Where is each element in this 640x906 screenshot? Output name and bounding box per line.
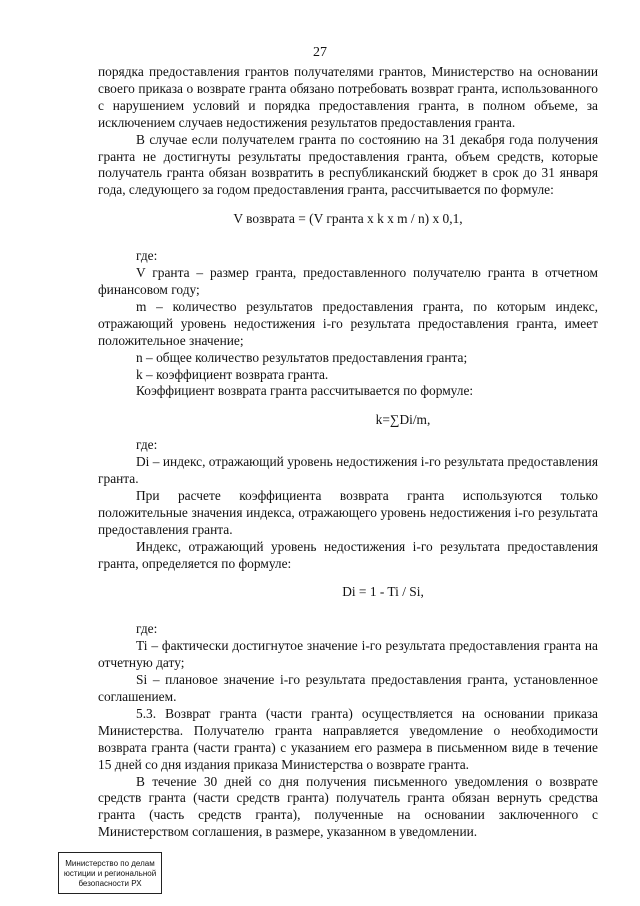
definition: Ti – фактически достигнутое значение i-го результата предоставления гранта на отчетную дату; — [98, 638, 598, 671]
where-label: где: — [136, 248, 158, 264]
formula-di: Di = 1 - Ti / Si, — [342, 584, 424, 600]
formula-k: k=∑Di/m, — [375, 412, 431, 428]
document-body — [98, 64, 598, 841]
definition: V гранта – размер гранта, предоставленного получателю гранта в отчетном финансовом году; — [98, 265, 598, 297]
paragraph: Индекс, отражающий уровень недостижения i-го результата предоставления гранта, определяется по формуле: — [98, 538, 598, 571]
definition: Si – плановое значение i-го результата предоставления гранта, установленное соглашением. — [98, 672, 598, 704]
paragraph: Коэффициент возврата гранта рассчитывается по формуле: — [136, 383, 474, 399]
stamp-line: юстиции и региональной — [63, 869, 157, 878]
page-number: 27 — [313, 45, 327, 60]
definition: k – коэффициент возврата гранта. — [136, 366, 329, 382]
paragraph: В течение 30 дней со дня получения письменного уведомления о возврате средств гранта (части средств гранта) получатель гранта обязан вернуть средства гранта (часть средств гранта), полученные на основании заключенного с Министерством соглашения, в размере, указанном в уведомлении. — [98, 773, 598, 840]
paragraph: При расчете коэффициента возврата гранта используются только положительные значения индекса, отражающего уровень недостижения i-го результата предоставления гранта. — [98, 487, 598, 537]
definition: m – количество результатов предоставления гранта, по которым индекс, отражающий уровень недостижения i-го результата предоставления гранта, имеет положительное значение; — [98, 298, 598, 348]
stamp-line: безопасности РХ — [78, 879, 142, 888]
paragraph: порядка предоставления грантов получателями грантов, Министерство на основании своего приказа о возврате гранта обязано потребовать возврат гранта, использованного с нарушением условий и порядка предоставления гранта, в полном объеме, за исключением случаев недостижения результатов предоставления гранта. — [98, 64, 598, 130]
where-label: где: — [136, 437, 158, 453]
ministry-stamp — [58, 852, 162, 894]
where-label: где: — [136, 621, 158, 637]
stamp-line: Министерство по делам — [65, 859, 155, 868]
formula-v-return: V возврата = (V гранта x k x m / n) x 0,1, — [233, 211, 463, 227]
paragraph: В случае если получателем гранта по состоянию на 31 декабря года получения гранта не достигнуты результаты предоставления гранта, объем средств, которые получатель гранта обязан возвратить в республиканский бюджет в срок до 31 января года, следующего за годом предоставления гранта, рассчитывается по формуле: — [98, 131, 598, 198]
definition: Di – индекс, отражающий уровень недостижения i-го результата предоставления гранта. — [98, 454, 598, 487]
definition: n – общее количество результатов предоставления гранта; — [136, 349, 468, 365]
paragraph: 5.3. Возврат гранта (части гранта) осуществляется на основании приказа Министерства. Получателю гранта направляется уведомление о необходимости возврата гранта (части гранта) с указанием его размера в письменном виде в течение 15 дней со дня издания приказа Министерства о возврате гранта. — [98, 705, 598, 772]
